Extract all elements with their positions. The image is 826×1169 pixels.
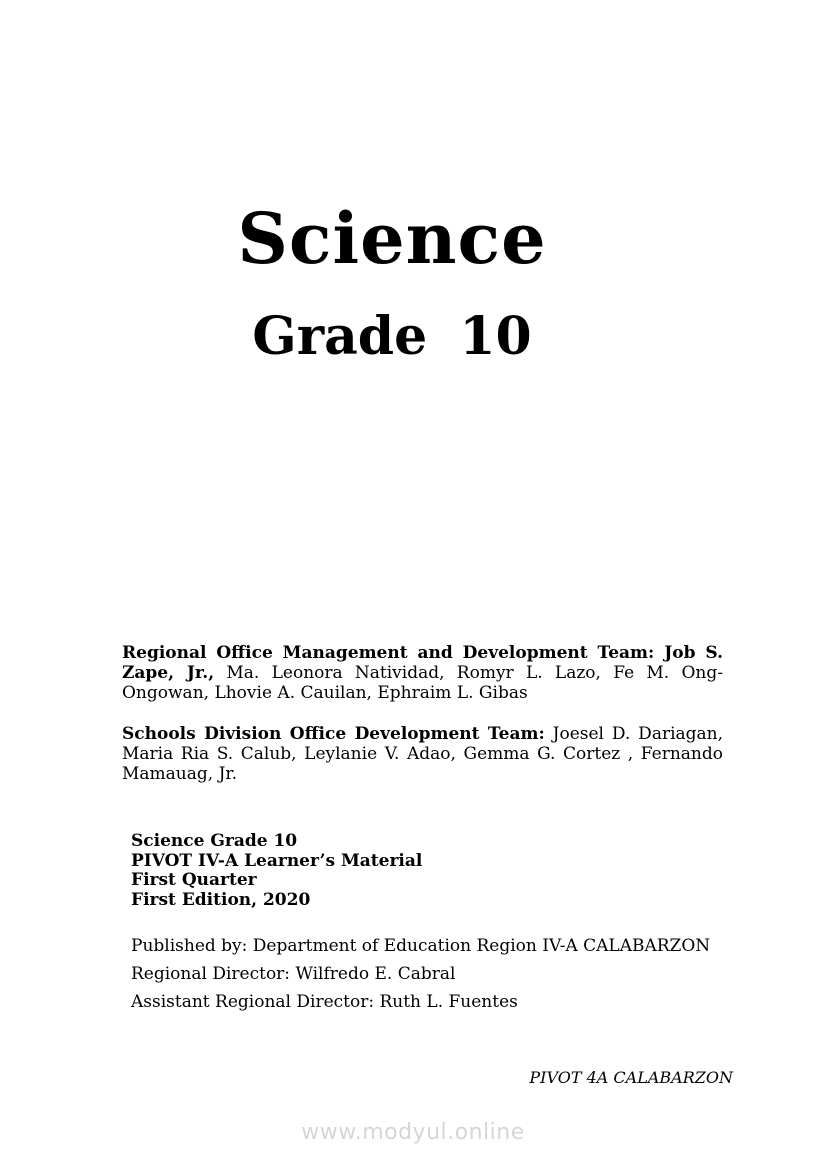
regional-team-paragraph: [122, 643, 723, 703]
publication-line-material: PIVOT IV-A Learner’s Material: [131, 850, 423, 871]
assistant-regional-director-line: Assistant Regional Director: Ruth L. Fuentes: [131, 992, 518, 1012]
publication-line-edition: First Edition, 2020: [131, 889, 311, 910]
page-title: Science: [237, 197, 547, 280]
grade-subtitle: Grade 10: [252, 306, 532, 367]
published-by-line: Published by: Department of Education Region IV-A CALABARZON: [131, 936, 711, 956]
publication-line-title: Science Grade 10: [131, 831, 298, 851]
publisher-info: [131, 936, 710, 1020]
publication-line-quarter: First Quarter: [131, 870, 257, 890]
division-team-label: Schools Division Office Development Team:: [122, 724, 545, 744]
pivot-edition-tag: PIVOT 4A CALABARZON: [529, 1068, 733, 1087]
publication-block: [131, 832, 422, 910]
site-watermark: www.modyul.online: [301, 1120, 525, 1145]
regional-team-members: Ma. Leonora Natividad, Romyr L. Lazo, Fe M. Ong-Ongowan, Lhovie A. Cauilan, Ephraim L. Gibas: [122, 663, 723, 703]
division-team-members: Joesel D. Dariagan, Maria Ria S. Calub, Leylanie V. Adao, Gemma G. Cortez , Fernando Mamauag, Jr.: [122, 724, 724, 784]
regional-team-label: Regional Office Management and Development Team: Job S. Zape, Jr.,: [122, 643, 723, 683]
division-team-paragraph: [122, 724, 723, 784]
regional-director-line: Regional Director: Wilfredo E. Cabral: [131, 964, 456, 984]
